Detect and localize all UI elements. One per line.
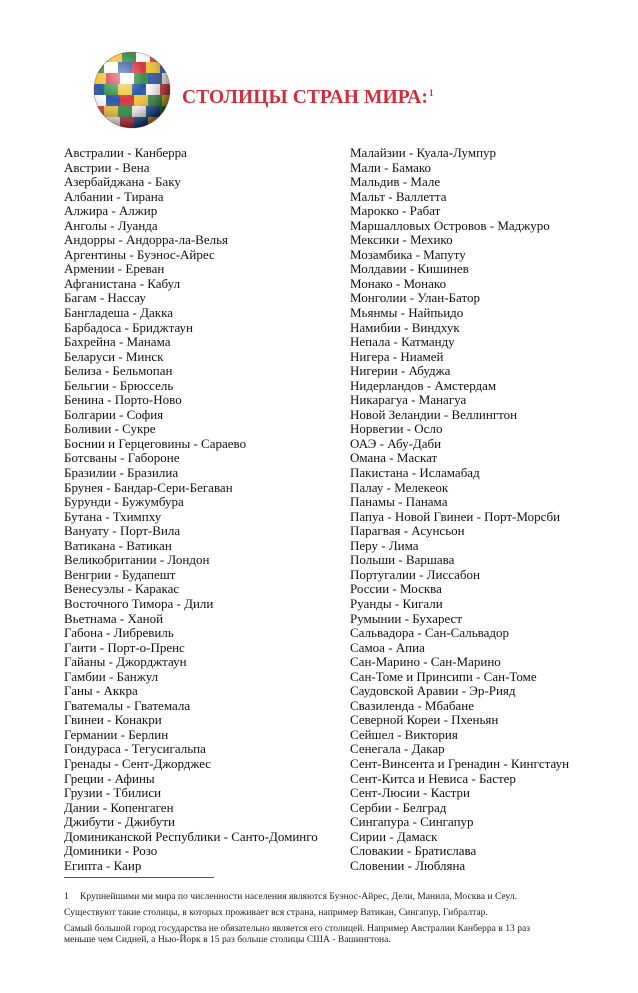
title-footnote-mark: 1 <box>429 87 434 98</box>
list-item: Бенина - Порто-Ново <box>64 392 182 408</box>
list-item: Гвинеи - Конакри <box>64 712 162 728</box>
list-item: Андорры - Андорра-ла-Велья <box>64 232 229 248</box>
list-item: Румынии - Бухарест <box>350 610 463 626</box>
list-item: Белиза - Бельмопан <box>64 363 173 379</box>
list-item: Нигера - Ниамей <box>350 348 444 364</box>
list-item: Боливии - Сукре <box>64 421 156 437</box>
flag-globe-icon <box>92 50 172 130</box>
list-item: Никарагуа - Манагуа <box>350 392 467 408</box>
list-item: Болгарии - София <box>64 406 164 422</box>
list-item: Мексики - Мехико <box>350 232 453 248</box>
list-item: Мали - Бамако <box>350 159 432 175</box>
list-item: Свазиленда - Мбабане <box>350 697 474 713</box>
list-item: Намибии - Виндхук <box>350 319 460 335</box>
list-item: Боснии и Герцеговины - Сараево <box>64 435 247 451</box>
list-item: Омана - Маскат <box>350 450 438 466</box>
list-item: Барбадоса - Бриджтаун <box>64 319 194 335</box>
list-item: Словении - Любляна <box>350 857 466 873</box>
footnote-divider <box>64 877 214 878</box>
list-item: Мальт - Валлетта <box>350 188 447 204</box>
list-item: Руанды - Кигали <box>350 595 443 611</box>
list-item: Пакистана - Исламабад <box>350 465 480 481</box>
list-item: Ботсваны - Габороне <box>64 450 180 466</box>
list-item: Великобритании - Лондон <box>64 552 210 568</box>
list-item: Мальдив - Мале <box>350 174 441 190</box>
list-item: Гаити - Порт-о-Пренс <box>64 639 185 655</box>
list-item: Северной Кореи - Пхеньян <box>350 712 499 728</box>
list-item: Багам - Нассау <box>64 290 146 306</box>
list-item: ОАЭ - Абу-Даби <box>350 435 442 451</box>
list-item: Бельгии - Брюссель <box>64 377 174 393</box>
list-item: Беларуси - Минск <box>64 348 164 364</box>
list-item: Албании - Тирана <box>64 188 164 204</box>
list-item: Мозамбика - Мапуту <box>350 246 466 262</box>
page-title <box>182 87 434 109</box>
list-item: Джибути - Джибути <box>64 814 175 830</box>
list-item: Гамбии - Банжул <box>64 668 159 684</box>
list-item: Гренады - Сент-Джорджес <box>64 755 212 771</box>
list-item: Молдавии - Кишинев <box>350 261 469 277</box>
list-item: Восточного Тимора - Дили <box>64 595 214 611</box>
list-item: Грузии - Тбилиси <box>64 785 162 801</box>
list-item: Нигерии - Абуджа <box>350 363 451 379</box>
page-title-text: СТОЛИЦЫ СТРАН МИРА: <box>182 87 429 108</box>
list-item: Марокко - Рабат <box>350 203 441 219</box>
list-item: Австрии - Вена <box>64 159 150 175</box>
footnote-1 <box>64 891 517 903</box>
list-item: Сент-Китса и Невиса - Бастер <box>350 770 516 786</box>
list-item: Гватемалы - Гватемала <box>64 697 191 713</box>
list-item: Афганистана - Кабул <box>64 275 181 291</box>
list-item: Новой Зеландии - Веллингтон <box>350 406 518 422</box>
list-item: Нидерландов - Амстердам <box>350 377 497 393</box>
footnote-number: 1 <box>64 891 69 902</box>
list-item: Непала - Катманду <box>350 334 455 350</box>
list-item: Словакии - Братислава <box>350 843 477 859</box>
list-item: Сан-Томе и Принсипи - Сан-Томе <box>350 668 537 684</box>
list-item: Монголии - Улан-Батор <box>350 290 480 306</box>
list-item: Ганы - Аккра <box>64 683 138 699</box>
list-item: Анголы - Луанда <box>64 217 158 233</box>
list-item: Палау - Мелекеок <box>350 479 449 495</box>
list-item: Саудовской Аравии - Эр-Рияд <box>350 683 516 699</box>
list-item: Малайзии - Куала-Лумпур <box>350 145 497 160</box>
list-item: Габона - Либревиль <box>64 625 174 641</box>
list-item: Вьетнама - Ханой <box>64 610 164 626</box>
list-item: Сент-Винсента и Гренадин - Кингстаун <box>350 755 570 771</box>
list-item: Папуа - Новой Гвинеи - Порт-Морсби <box>350 508 561 524</box>
list-item: Венгрии - Будапешт <box>64 566 176 582</box>
list-item: Норвегии - Осло <box>350 421 443 437</box>
list-item: Парагвая - Асунсьон <box>350 523 465 539</box>
list-item: Бахрейна - Манама <box>64 334 171 350</box>
list-item: Аргентины - Буэнос-Айрес <box>64 246 215 262</box>
list-item: Египта - Каир <box>64 857 142 873</box>
list-item: Армении - Ереван <box>64 261 165 277</box>
footnote-text: Крупнейшими ми мира по численности населения являются Буэнос-Айрес, Дели, Манила, Москва и Сеул. <box>80 891 518 902</box>
list-item: Бразилии - Бразилиа <box>64 465 179 481</box>
list-item: Бутана - Тхимпху <box>64 508 162 524</box>
list-item: Сингапура - Сингапур <box>350 814 474 830</box>
list-item: Самоа - Апиа <box>350 639 425 655</box>
list-item: Сент-Люсии - Кастри <box>350 785 470 801</box>
list-item: Ватикана - Ватикан <box>64 537 172 553</box>
list-item: Польши - Варшава <box>350 552 455 568</box>
list-item: Сенегала - Дакар <box>350 741 445 757</box>
list-item: Мьянмы - Найпьидо <box>350 305 464 321</box>
list-item: Гондураса - Тегусигальпа <box>64 741 206 757</box>
list-item: Дании - Копенгаген <box>64 799 174 815</box>
list-item: Монако - Монако <box>350 275 447 291</box>
list-item: Сальвадора - Сан-Сальвадор <box>350 625 509 641</box>
list-item: Сейшел - Виктория <box>350 726 458 742</box>
list-item: Перу - Лима <box>350 537 419 553</box>
list-item: Бурунди - Бужумбура <box>64 494 184 510</box>
list-item: Панамы - Панама <box>350 494 448 510</box>
list-item: Сан-Марино - Сан-Марино <box>350 654 501 670</box>
list-item: Австралии - Канберра <box>64 145 187 160</box>
list-item: Доминиканской Республики - Санто-Доминго <box>64 828 318 844</box>
list-item: Азербайджана - Баку <box>64 174 181 190</box>
list-item: Брунея - Бандар-Сери-Бегаван <box>64 479 233 495</box>
capitals-list-right <box>350 146 569 873</box>
list-item: Маршалловых Островов - Маджуро <box>350 217 550 233</box>
list-item: Вануату - Порт-Вила <box>64 523 181 539</box>
list-item: Доминики - Розо <box>64 843 158 859</box>
footnote-paragraph: меньше чем Сидней, а Нью-Йорк в 15 раз больше столицы США - Вашингтона. <box>64 934 391 945</box>
capitals-list-left <box>64 146 318 873</box>
list-item: России - Москва <box>350 581 442 597</box>
list-item: Гайаны - Джорджтаун <box>64 654 187 670</box>
list-item: Португалии - Лиссабон <box>350 566 480 582</box>
footnote-paragraph: Существуют такие столицы, в которых проживает вся страна, например Ватикан, Сингапур, Гибралтар. <box>64 907 488 918</box>
footnote-paragraph: Самый большой город государства не обязательно является его столицей. Например Австралии Канберра в 13 раз <box>64 923 531 934</box>
list-item: Венесуэлы - Каракас <box>64 581 180 597</box>
list-item: Алжира - Алжир <box>64 203 158 219</box>
list-item: Сирии - Дамаск <box>350 828 438 844</box>
list-item: Германии - Берлин <box>64 726 169 742</box>
list-item: Бангладеша - Дакка <box>64 305 173 321</box>
list-item: Греции - Афины <box>64 770 155 786</box>
list-item: Сербии - Белград <box>350 799 447 815</box>
